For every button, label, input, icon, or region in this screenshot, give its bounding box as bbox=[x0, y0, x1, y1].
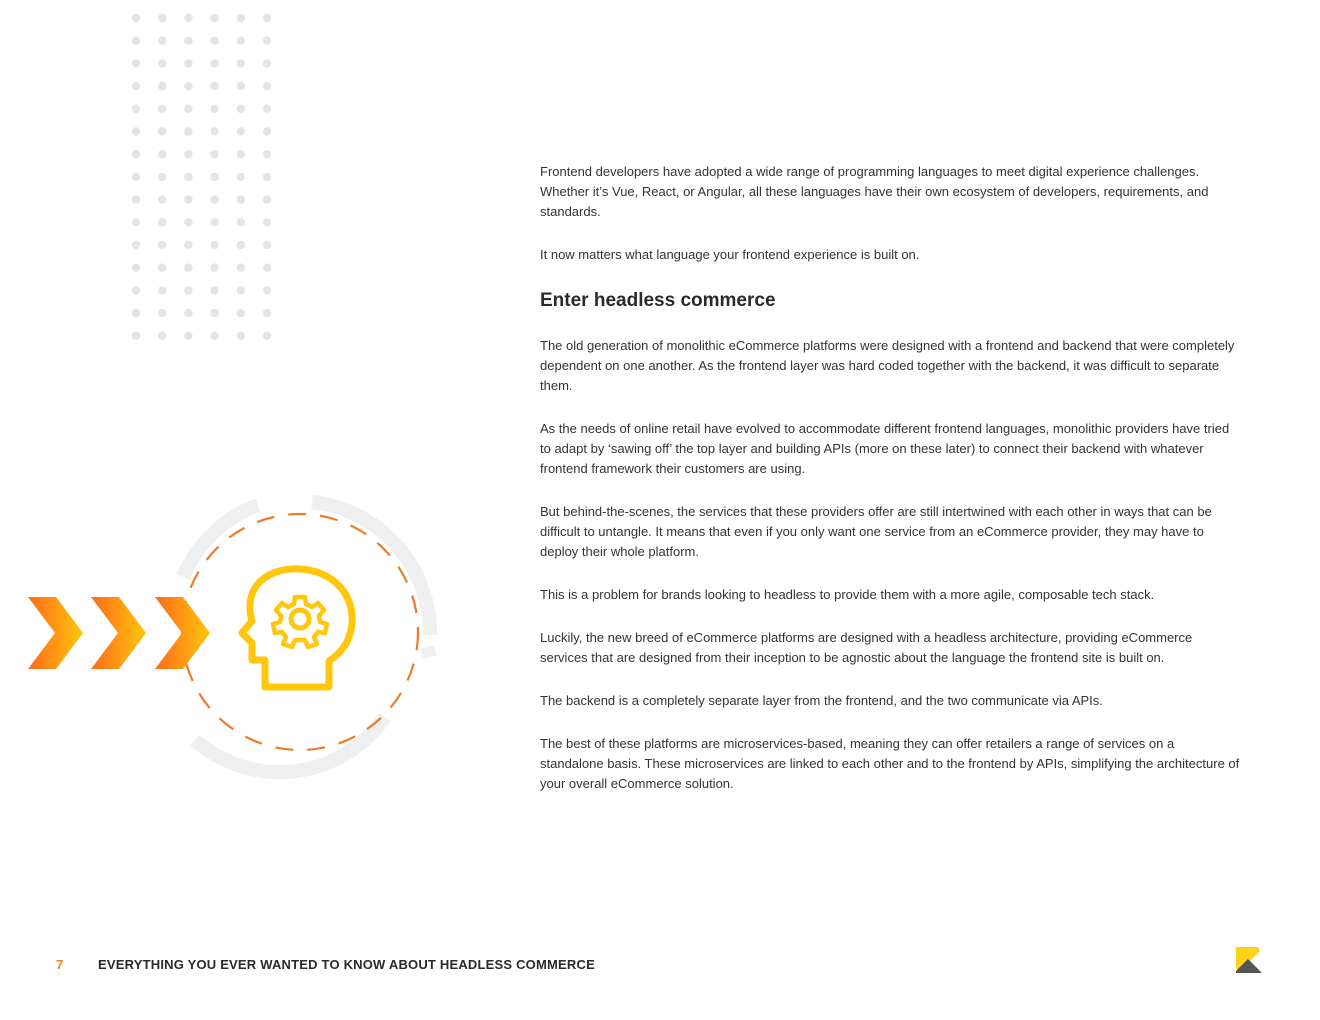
grid-dot bbox=[237, 173, 245, 181]
grid-dot bbox=[210, 82, 218, 90]
intro-paragraph: It now matters what language your frontend experience is built on. bbox=[540, 247, 920, 262]
grid-dot bbox=[158, 195, 166, 203]
grid-dot bbox=[263, 105, 271, 113]
grid-dot bbox=[210, 241, 218, 249]
dashed-orbit-ring bbox=[182, 514, 418, 750]
grid-dot bbox=[132, 14, 140, 22]
grid-dot bbox=[158, 105, 166, 113]
grid-dot bbox=[132, 105, 140, 113]
grid-dot bbox=[237, 332, 245, 340]
body-paragraph: The old generation of monolithic eCommerce platforms were designed with a frontend and backend that were completely dependent on one another. As the frontend layer was hard coded together with the backend, it was difficult to separate them. bbox=[540, 338, 1235, 393]
intro-paragraph: Frontend developers have adopted a wide range of programming languages to meet digital experience challenges. Whether it’s Vue, React, or Angular, all these languages have their own ecosystem of developers, requirements, and standards. bbox=[540, 164, 1209, 219]
brand-logo-icon bbox=[1234, 945, 1264, 975]
grid-dot bbox=[132, 264, 140, 272]
grid-dot bbox=[263, 59, 271, 67]
grid-dot bbox=[158, 14, 166, 22]
grid-dot bbox=[184, 264, 192, 272]
chevron-arrows-icon bbox=[28, 597, 210, 669]
body-paragraph: Luckily, the new breed of eCommerce platforms are designed with a headless architecture, providing eCommerce services that are designed from their inception to be agnostic about the language the frontend site is built on. bbox=[540, 630, 1193, 665]
main-content bbox=[540, 162, 1240, 817]
grid-dot bbox=[158, 264, 166, 272]
grid-dot bbox=[263, 241, 271, 249]
grid-dot bbox=[132, 241, 140, 249]
grid-dot bbox=[184, 37, 192, 45]
grid-dot bbox=[237, 241, 245, 249]
grid-dot bbox=[132, 332, 140, 340]
grid-dot bbox=[132, 173, 140, 181]
body-paragraph: But behind-the-scenes, the services that these providers offer are still intertwined with each other in ways that can be difficult to untangle. It means that even if you only want one service from an eCommerce provider, they may have to deploy their whole platform. bbox=[540, 504, 1212, 559]
decorative-dot-grid bbox=[126, 8, 286, 348]
grid-dot bbox=[237, 82, 245, 90]
grid-dot bbox=[263, 150, 271, 158]
grid-dot bbox=[158, 241, 166, 249]
grid-dot bbox=[263, 173, 271, 181]
grid-dot bbox=[263, 264, 271, 272]
grid-dot bbox=[210, 286, 218, 294]
grid-dot bbox=[237, 218, 245, 226]
grid-dot bbox=[184, 150, 192, 158]
grid-dot bbox=[210, 150, 218, 158]
grid-dot bbox=[132, 150, 140, 158]
grid-dot bbox=[210, 309, 218, 317]
grid-dot bbox=[263, 309, 271, 317]
grid-dot bbox=[184, 105, 192, 113]
grid-dot bbox=[132, 218, 140, 226]
body-paragraph: As the needs of online retail have evolved to accommodate different frontend languages, monolithic providers have tried to adapt by ‘sawing off’ the top layer and building APIs (more on these later) to connect their backend with whatever frontend framework their customers are using. bbox=[540, 421, 1230, 476]
grid-dot bbox=[210, 195, 218, 203]
grid-dot bbox=[184, 173, 192, 181]
grid-dot bbox=[132, 127, 140, 135]
grid-dot bbox=[184, 59, 192, 67]
grid-dot bbox=[158, 37, 166, 45]
grid-dot bbox=[210, 14, 218, 22]
grid-dot bbox=[184, 218, 192, 226]
grid-dot bbox=[184, 127, 192, 135]
head-gear-illustration bbox=[20, 485, 450, 785]
grid-dot bbox=[210, 264, 218, 272]
grid-dot bbox=[237, 309, 245, 317]
grid-dot bbox=[158, 59, 166, 67]
grid-dot bbox=[132, 59, 140, 67]
grid-dot bbox=[132, 286, 140, 294]
grid-dot bbox=[184, 14, 192, 22]
grid-dot bbox=[237, 14, 245, 22]
grid-dot bbox=[237, 37, 245, 45]
grid-dot bbox=[184, 332, 192, 340]
grid-dot bbox=[158, 150, 166, 158]
grid-dot bbox=[184, 195, 192, 203]
grid-dot bbox=[237, 150, 245, 158]
grid-dot bbox=[158, 286, 166, 294]
document-title: EVERYTHING YOU EVER WANTED TO KNOW ABOUT HEADLESS COMMERCE bbox=[98, 957, 595, 972]
body-paragraph: The best of these platforms are microservices-based, meaning they can offer retailers a range of services on a standalone basis. These microservices are linked to each other and to the frontend by APIs, simplifying the architecture of your overall eCommerce solution. bbox=[540, 736, 1240, 791]
grid-dot bbox=[263, 218, 271, 226]
page-footer bbox=[0, 955, 1320, 979]
body-paragraph: This is a problem for brands looking to headless to provide them with a more agile, composable tech stack. bbox=[540, 587, 1155, 602]
grid-dot bbox=[184, 309, 192, 317]
grid-dot bbox=[158, 332, 166, 340]
grid-dot bbox=[210, 37, 218, 45]
outer-ring bbox=[183, 502, 430, 772]
grid-dot bbox=[132, 82, 140, 90]
grid-dot bbox=[237, 127, 245, 135]
page-number: 7 bbox=[56, 957, 64, 972]
grid-dot bbox=[132, 195, 140, 203]
grid-dot bbox=[263, 37, 271, 45]
section-heading: Enter headless commerce bbox=[540, 290, 776, 311]
grid-dot bbox=[263, 195, 271, 203]
body-paragraph: The backend is a completely separate layer from the frontend, and the two communicate via APIs. bbox=[540, 693, 1103, 708]
grid-dot bbox=[158, 127, 166, 135]
grid-dot bbox=[237, 105, 245, 113]
grid-dot bbox=[210, 105, 218, 113]
grid-dot bbox=[237, 195, 245, 203]
grid-dot bbox=[210, 127, 218, 135]
grid-dot bbox=[158, 218, 166, 226]
grid-dot bbox=[210, 173, 218, 181]
grid-dot bbox=[237, 59, 245, 67]
grid-dot bbox=[132, 309, 140, 317]
grid-dot bbox=[158, 173, 166, 181]
grid-dot bbox=[263, 332, 271, 340]
grid-dot bbox=[184, 286, 192, 294]
grid-dot bbox=[263, 127, 271, 135]
grid-dot bbox=[263, 286, 271, 294]
grid-dot bbox=[210, 332, 218, 340]
grid-dot bbox=[237, 286, 245, 294]
grid-dot bbox=[184, 82, 192, 90]
grid-dot bbox=[210, 59, 218, 67]
grid-dot bbox=[237, 264, 245, 272]
grid-dot bbox=[158, 82, 166, 90]
grid-dot bbox=[132, 37, 140, 45]
grid-dot bbox=[210, 218, 218, 226]
head-with-gear-icon bbox=[242, 569, 352, 687]
grid-dot bbox=[158, 309, 166, 317]
grid-dot bbox=[263, 14, 271, 22]
grid-dot bbox=[184, 241, 192, 249]
grid-dot bbox=[263, 82, 271, 90]
